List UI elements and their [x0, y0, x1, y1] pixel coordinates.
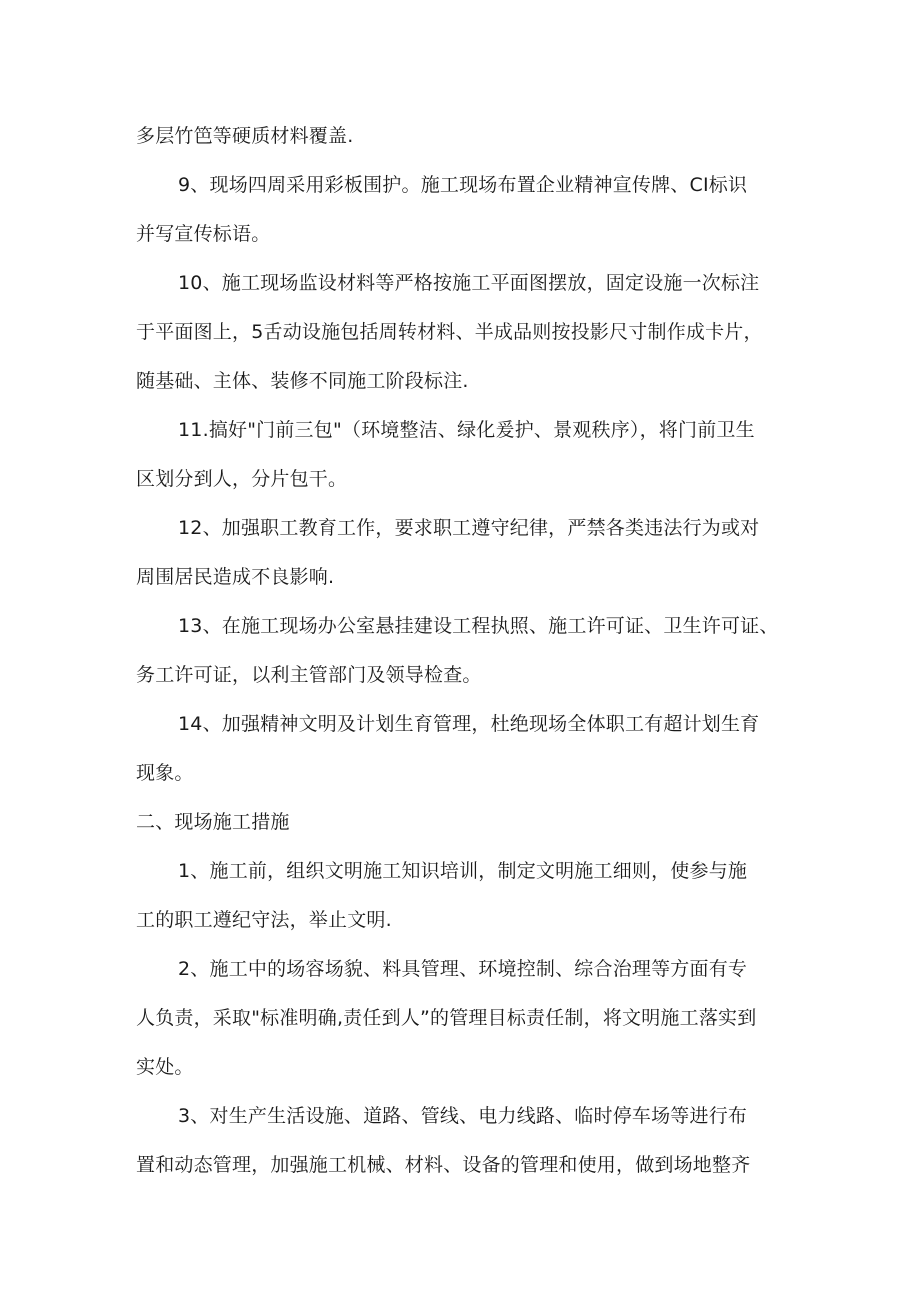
paragraph-9-line-2: 并写宣传标语。: [136, 223, 271, 245]
measure-3-line-2: 置和动态管理，加强施工机械、材料、设备的管理和使用，做到场地整齐: [136, 1154, 751, 1176]
paragraph-13-line-1: 13、在施工现场办公室悬挂建设工程执照、施工许可证、卫生许可证、: [178, 615, 779, 637]
section-heading: 二、现场施工措施: [136, 811, 290, 833]
paragraph-14-line-1: 14、加强精神文明及计划生育管理，杜绝现场全体职工有超计划生育: [178, 713, 760, 735]
paragraph-13-line-2: 务工许可证，以利主管部门及领导检查。: [136, 664, 482, 686]
measure-2-line-2: 人负责，采取"标准明确,责任到人”的管理目标责任制，将文明施工落实到: [136, 1007, 757, 1029]
measure-1-line-2: 工的职工遵纪守法，举止文明.: [136, 909, 392, 931]
text-line: 多层竹笆等硬质材料覆盖.: [136, 125, 354, 147]
measure-3-line-1: 3、对生产生活设施、道路、管线、电力线路、临时停车场等进行布: [178, 1105, 748, 1127]
paragraph-12-line-1: 12、加强职工教育工作，要求职工遵守纪律，严禁各类违法行为或对: [178, 517, 760, 539]
paragraph-9-line-1: 9、现场四周采用彩板围护。施工现场布置企业精神宣传牌、CI标识: [178, 174, 748, 196]
measure-2-line-3: 实处。: [136, 1056, 194, 1078]
paragraph-11-line-2: 区划分到人，分片包干。: [136, 468, 348, 490]
paragraph-12-line-2: 周围居民造成不良影响.: [136, 566, 335, 588]
paragraph-14-line-2: 现象。: [136, 762, 194, 784]
paragraph-10-line-1: 10、施工现场监设材料等严格按施工平面图摆放，固定设施一次标注: [178, 272, 760, 294]
paragraph-11-line-1: 11.搞好"门前三包"（环境整洁、绿化爰护、景观秩序），将门前卫生: [178, 419, 755, 441]
paragraph-10-line-2: 于平面图上，5舌动设施包括周转材料、半成品则按投影尺寸制作成卡片，: [136, 321, 763, 343]
paragraph-10-line-3: 随基础、主体、装修不同施工阶段标注.: [136, 370, 469, 392]
measure-1-line-1: 1、施工前，组织文明施工知识培训，制定文明施工细则，使参与施: [178, 860, 748, 882]
measure-2-line-1: 2、施工中的场容场貌、料具管理、环境控制、综合治理等方面有专: [178, 958, 748, 980]
